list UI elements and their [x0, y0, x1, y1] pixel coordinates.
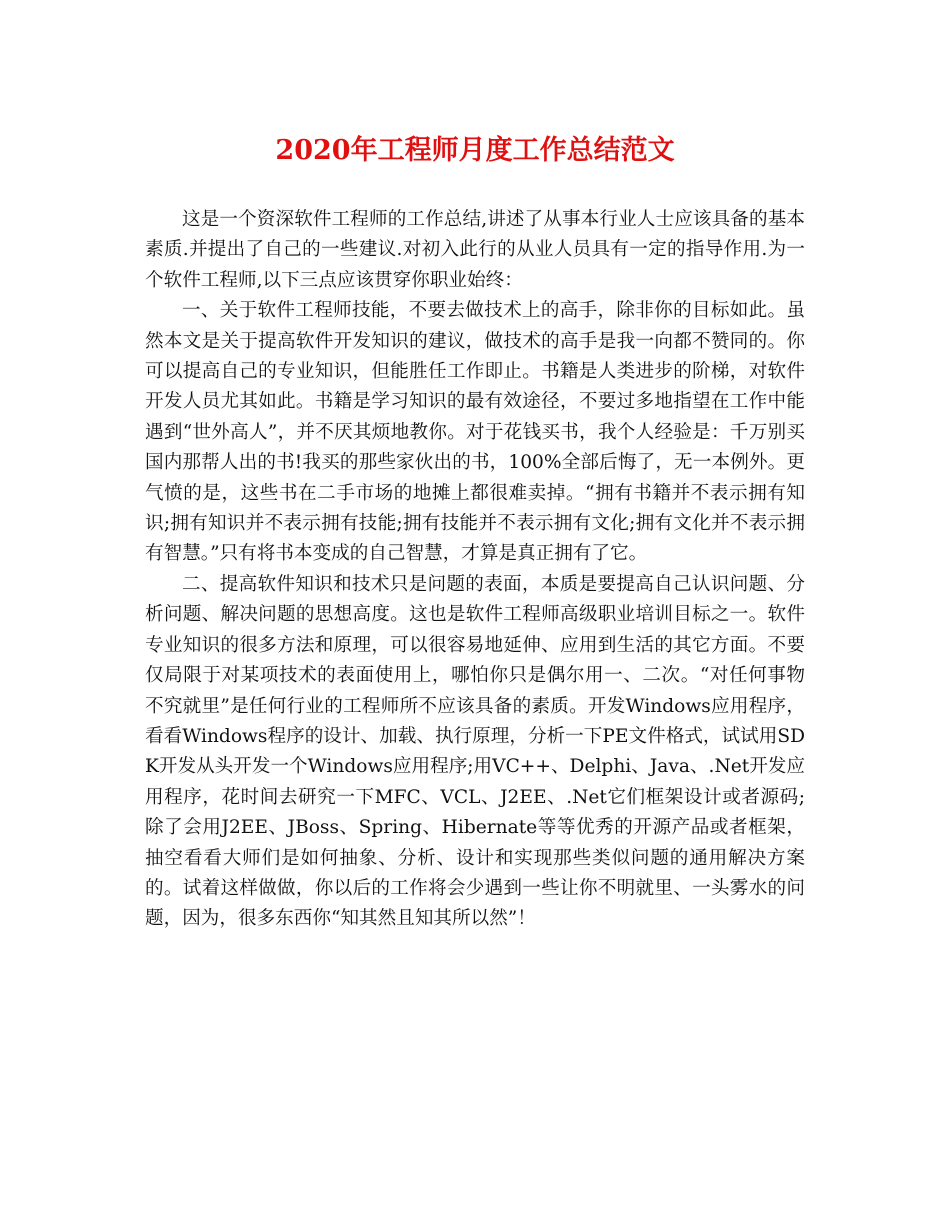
- paragraph-intro: 这是一个资深软件工程师的工作总结,讲述了从事本行业人士应该具备的基本素质.并提出了自己的一些建议.对初入此行的从业人员具有一定的指导作用.为一个软件工程师,以下三点应该贯穿你职业始终：: [145, 209, 805, 291]
- paragraph-point-one: 一、关于软件工程师技能，不要去做技术上的高手，除非你的目标如此。虽然本文是关于提高软件开发知识的建议，做技术的高手是我一向都不赞同的。你可以提高自己的专业知识，但能胜任工作即止。书籍是人类进步的阶梯，对软件开发人员尤其如此。书籍是学习知识的最有效途径，不要过多地指望在工作中能遇到“世外高人”，并不厌其烦地教你。对于花钱买书，我个人经验是：千万别买国内那帮人出的书!我买的那些家伙出的书，100%全部后悔了，无一本例外。更气愤的是，这些书在二手市场的地摊上都很难卖掉。“拥有书籍并不表示拥有知识;拥有知识并不表示拥有技能;拥有技能并不表示拥有文化;拥有文化并不表示拥有智慧。”只有将书本变成的自己智慧，才算是真正拥有了它。: [145, 300, 805, 565]
- paragraph-point-two: 二、提高软件知识和技术只是问题的表面，本质是要提高自己认识问题、分析问题、解决问题的思想高度。这也是软件工程师高级职业培训目标之一。软件专业知识的很多方法和原理，可以很容易地延伸、应用到生活的其它方面。不要仅局限于对某项技术的表面使用上，哪怕你只是偶尔用一、二次。“对任何事物不究就里”是任何行业的工程师所不应该具备的素质。开发Windows应用程序，看看Windows程序的设计、加载、执行原理，分析一下PE文件格式，试试用SDK开发从头开发一个Windows应用程序;用VC++、Delphi、Java、.Net开发应用程序，花时间去研究一下MFC、VCL、J2EE、.Net它们框架设计或者源码;除了会用J2EE、JBoss、Spring、Hibernate等等优秀的开源产品或者框架，抽空看看大师们是如何抽象、分析、设计和实现那些类似问题的通用解决方案的。试着这样做做，你以后的工作将会少遇到一些让你不明就里、一头雾水的问题，因为，很多东西你“知其然且知其所以然”！: [145, 573, 805, 930]
- document-title: 2020年工程师月度工作总结范文: [275, 135, 675, 166]
- document-body: [145, 205, 805, 935]
